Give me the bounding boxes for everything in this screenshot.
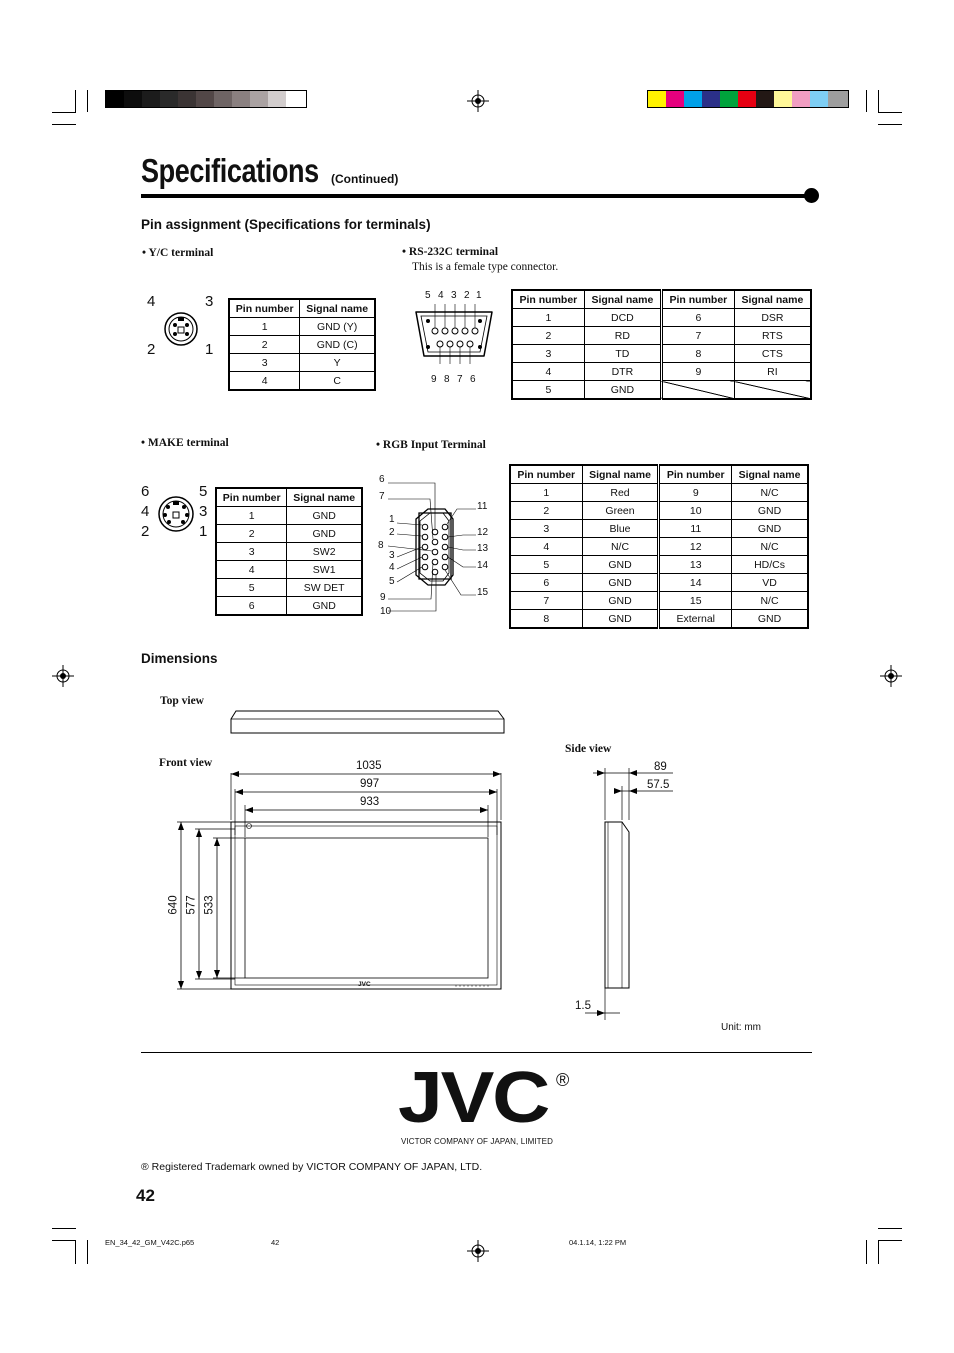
- cell: GND: [582, 610, 659, 629]
- cell: DTR: [584, 363, 661, 381]
- cell: 2: [216, 525, 287, 543]
- print-file-name: EN_34_42_GM_V42C.p65: [105, 1238, 195, 1247]
- table-row: [216, 525, 362, 543]
- cell: TD: [584, 345, 661, 363]
- cell: RD: [584, 327, 661, 345]
- rs232-pin: 1: [476, 290, 482, 301]
- rgb-pin: 13: [477, 543, 489, 554]
- rgb-pin: 15: [477, 587, 489, 598]
- page-number: 42: [136, 1186, 155, 1205]
- rs232-pin: 3: [451, 290, 457, 301]
- cell: GND: [732, 610, 808, 629]
- jvc-logo-text: JVC: [398, 1058, 549, 1138]
- col-pin-number: Pin number: [512, 290, 584, 309]
- registration-mark-bottom: [467, 1240, 489, 1262]
- cell: GND: [582, 592, 659, 610]
- table-row: [512, 381, 811, 400]
- table-row: [512, 327, 811, 345]
- col-signal-name: Signal name: [287, 488, 362, 507]
- col-signal-name: Signal name: [300, 299, 375, 318]
- rs232-connector-icon: [412, 300, 497, 365]
- cell: GND: [287, 525, 362, 543]
- side-view-drawing: [585, 760, 680, 1025]
- cell: 6: [510, 574, 582, 592]
- make-pin: 4: [141, 503, 150, 520]
- cell: 5: [216, 579, 287, 597]
- title-continued: (Continued): [331, 172, 399, 186]
- cell: 5: [512, 381, 584, 400]
- side-depth-57-5: 57.5: [647, 779, 670, 791]
- rs232-pin: 7: [457, 374, 463, 385]
- make-pin: 3: [199, 503, 208, 520]
- cell: GND: [732, 520, 808, 538]
- make-pin-table: [215, 487, 363, 616]
- cell: GND (C): [300, 336, 375, 354]
- cell: 9: [659, 484, 732, 502]
- table-row: [510, 538, 808, 556]
- print-page: 42: [271, 1238, 280, 1247]
- cell: 1: [512, 309, 584, 327]
- gray-scale-bar: [105, 90, 307, 108]
- cell: N/C: [732, 592, 808, 610]
- cell: 4: [216, 561, 287, 579]
- col-signal-name: Signal name: [582, 465, 659, 484]
- title-text: Specifications: [141, 152, 319, 189]
- company-name: VICTOR COMPANY OF JAPAN, LIMITED: [401, 1137, 553, 1146]
- cell: 3: [229, 354, 300, 372]
- table-row: [229, 372, 375, 391]
- cell: 11: [659, 520, 732, 538]
- rs232-pin: 5: [425, 290, 431, 301]
- table-row: [229, 354, 375, 372]
- col-signal-name: Signal name: [734, 290, 811, 309]
- cell: 2: [229, 336, 300, 354]
- cell: 7: [661, 327, 734, 345]
- cell: RI: [734, 363, 811, 381]
- cell: 1: [510, 484, 582, 502]
- title-rule: [141, 194, 812, 198]
- table-row: [216, 543, 362, 561]
- side-depth-1-5: 1.5: [575, 1000, 591, 1012]
- cell: 8: [510, 610, 582, 629]
- table-row: [510, 502, 808, 520]
- table-row: [229, 318, 375, 336]
- rs232-pin: 9: [431, 374, 437, 385]
- cell: N/C: [582, 538, 659, 556]
- cell: 4: [229, 372, 300, 391]
- front-brand: JVC: [358, 981, 371, 988]
- table-row: [510, 610, 808, 629]
- yc-pin-1: 1: [205, 341, 214, 358]
- cell: 1: [216, 507, 287, 525]
- rgb-pin: 4: [389, 562, 395, 573]
- table-row: [216, 597, 362, 616]
- cell: Y: [300, 354, 375, 372]
- cell: Blue: [582, 520, 659, 538]
- table-row: [510, 556, 808, 574]
- rgb-pin: 2: [389, 527, 395, 538]
- cell: CTS: [734, 345, 811, 363]
- col-pin-number: Pin number: [229, 299, 300, 318]
- side-view-label: Side view: [565, 743, 612, 755]
- rgb-pin: 11: [477, 501, 488, 512]
- cell: 13: [659, 556, 732, 574]
- cell: GND: [582, 556, 659, 574]
- cell: 1: [229, 318, 300, 336]
- empty-cell: [661, 381, 734, 400]
- table-row: [512, 309, 811, 327]
- cell: GND: [287, 507, 362, 525]
- cell: 8: [661, 345, 734, 363]
- make-pin: 6: [141, 483, 150, 500]
- front-view-drawing: [165, 765, 510, 995]
- front-height-577: 577: [185, 895, 198, 915]
- cell: 4: [512, 363, 584, 381]
- col-signal-name: Signal name: [732, 465, 808, 484]
- rs232-pin: 2: [464, 290, 470, 301]
- top-view-drawing: [228, 707, 508, 737]
- rs232-pin: 8: [444, 374, 450, 385]
- cell: 2: [510, 502, 582, 520]
- front-width-933: 933: [360, 796, 380, 808]
- cell: 6: [661, 309, 734, 327]
- cell: N/C: [732, 484, 808, 502]
- cell: HD/Cs: [732, 556, 808, 574]
- yc-pin-2: 2: [147, 341, 156, 358]
- rgb-pin-table: [509, 464, 809, 629]
- table-row: [216, 561, 362, 579]
- col-signal-name: Signal name: [584, 290, 661, 309]
- rgb-pin: 3: [389, 550, 395, 561]
- rs232-note: This is a female type connector.: [412, 261, 559, 273]
- rgb-label: • RGB Input Terminal: [376, 439, 486, 451]
- registered-symbol: ®: [556, 1070, 570, 1090]
- make-label: • MAKE terminal: [141, 437, 229, 449]
- front-height-640: 640: [167, 895, 180, 915]
- make-pin: 5: [199, 483, 208, 500]
- cell: 5: [510, 556, 582, 574]
- cell: Green: [582, 502, 659, 520]
- cell: 12: [659, 538, 732, 556]
- rgb-pin: 5: [389, 576, 395, 587]
- table-row: [216, 579, 362, 597]
- cell: 2: [512, 327, 584, 345]
- cell: GND: [582, 574, 659, 592]
- front-height-533: 533: [203, 895, 216, 915]
- top-view-label: Top view: [160, 695, 204, 707]
- color-bar: [647, 90, 849, 108]
- rs232-label: • RS-232C terminal: [402, 246, 499, 258]
- cell: VD: [732, 574, 808, 592]
- table-row: [510, 520, 808, 538]
- table-row: [510, 484, 808, 502]
- yc-pin-4: 4: [147, 293, 156, 310]
- cell: 10: [659, 502, 732, 520]
- rgb-pin: 9: [380, 592, 386, 603]
- side-depth-89: 89: [654, 761, 667, 773]
- cell: 3: [216, 543, 287, 561]
- rs232-pin: 6: [470, 374, 476, 385]
- table-row: [510, 592, 808, 610]
- front-width-1035: 1035: [356, 760, 382, 772]
- rgb-pin: 6: [379, 474, 385, 485]
- rgb-pin: 12: [477, 527, 489, 538]
- title-rule-end: [804, 188, 819, 203]
- registration-mark-left: [52, 665, 74, 687]
- cell: 4: [510, 538, 582, 556]
- cell: 3: [512, 345, 584, 363]
- make-connector-icon: [150, 490, 202, 538]
- registration-mark-top: [467, 90, 489, 112]
- cell: DSR: [734, 309, 811, 327]
- cell: 15: [659, 592, 732, 610]
- print-date: 04.1.14, 1:22 PM: [569, 1238, 627, 1247]
- col-pin-number: Pin number: [510, 465, 582, 484]
- rs232-pin: 4: [438, 290, 444, 301]
- make-pin: 2: [141, 523, 150, 540]
- cell: SW2: [287, 543, 362, 561]
- dimensions-title: Dimensions: [141, 651, 218, 666]
- rs232-pin-table: [511, 289, 812, 400]
- table-row: [510, 574, 808, 592]
- cell: GND: [287, 597, 362, 616]
- rgb-pin: 8: [378, 540, 384, 551]
- table-row: [216, 507, 362, 525]
- cell: C: [300, 372, 375, 391]
- yc-label: • Y/C terminal: [142, 247, 214, 259]
- col-pin-number: Pin number: [216, 488, 287, 507]
- yc-pin-3: 3: [205, 293, 214, 310]
- pin-section-title: Pin assignment (Specifications for terminals): [141, 217, 431, 232]
- front-view-label: Front view: [159, 757, 213, 769]
- cell: DCD: [584, 309, 661, 327]
- cell: GND: [732, 502, 808, 520]
- cell: 3: [510, 520, 582, 538]
- empty-cell: [734, 381, 811, 400]
- cell: GND (Y): [300, 318, 375, 336]
- make-pin: 1: [199, 523, 208, 540]
- cell: SW1: [287, 561, 362, 579]
- cell: External: [659, 610, 732, 629]
- rgb-pin: 10: [380, 606, 392, 617]
- jvc-logo: [398, 1058, 578, 1148]
- trademark-note: ® Registered Trademark owned by VICTOR COMPANY OF JAPAN, LTD.: [141, 1161, 483, 1173]
- table-row: [512, 345, 811, 363]
- rgb-pin: 1: [389, 514, 395, 525]
- cell: Red: [582, 484, 659, 502]
- yc-pin-table: [228, 298, 376, 391]
- col-pin-number: Pin number: [661, 290, 734, 309]
- col-pin-number: Pin number: [659, 465, 732, 484]
- cell: 14: [659, 574, 732, 592]
- footer-rule: [141, 1052, 812, 1053]
- cell: RTS: [734, 327, 811, 345]
- unit-label: Unit: mm: [721, 1022, 761, 1033]
- registration-mark-right: [880, 665, 902, 687]
- cell: 6: [216, 597, 287, 616]
- cell: GND: [584, 381, 661, 400]
- front-width-997: 997: [360, 778, 380, 790]
- cell: 7: [510, 592, 582, 610]
- table-row: [229, 336, 375, 354]
- table-row: [512, 363, 811, 381]
- rgb-pin: 7: [379, 491, 385, 502]
- cell: SW DET: [287, 579, 362, 597]
- rgb-pin: 14: [477, 560, 489, 571]
- cell: N/C: [732, 538, 808, 556]
- cell: 9: [661, 363, 734, 381]
- page-title: [141, 152, 358, 190]
